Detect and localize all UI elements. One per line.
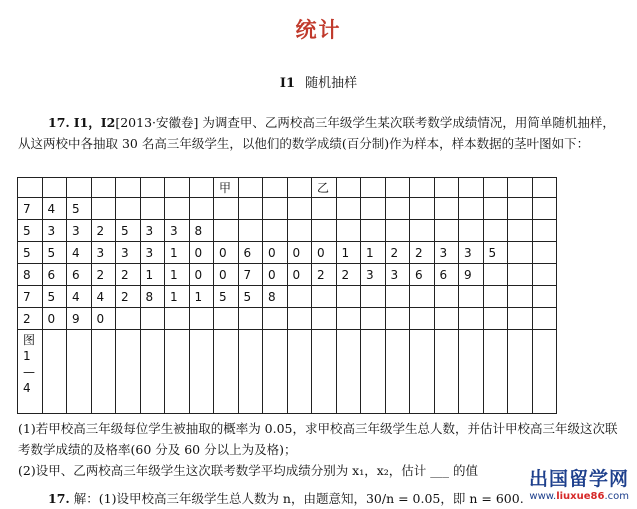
table-cell: 4 (91, 286, 116, 308)
table-cell (532, 286, 557, 308)
table-cell (336, 178, 361, 198)
table-cell: 0 (263, 242, 288, 264)
table-cell (336, 308, 361, 330)
table-cell: 1 (165, 264, 190, 286)
table-cell (532, 220, 557, 242)
table-cell: 2 (116, 286, 141, 308)
table-cell (483, 286, 508, 308)
table-cell: 8 (189, 220, 214, 242)
table-cell (459, 308, 484, 330)
table-cell (410, 308, 435, 330)
table-cell: 1 (165, 286, 190, 308)
section-code: I1 (279, 76, 296, 91)
figure-label-row (18, 330, 557, 414)
figure-label: 图 1 — 4 (18, 330, 43, 414)
table-cell (189, 330, 214, 414)
table-cell (91, 330, 116, 414)
table-row (18, 264, 557, 286)
table-cell: 5 (18, 242, 43, 264)
table-cell: 6 (238, 242, 263, 264)
table-cell (385, 220, 410, 242)
table-cell: 3 (42, 220, 67, 242)
table-cell (459, 286, 484, 308)
table-cell (189, 178, 214, 198)
table-cell (532, 308, 557, 330)
table-cell (508, 242, 533, 264)
table-cell: 5 (67, 198, 92, 220)
table-cell (508, 198, 533, 220)
table-cell: 9 (67, 308, 92, 330)
table-cell (140, 330, 165, 414)
table-cell (336, 220, 361, 242)
table-cell (140, 178, 165, 198)
table-cell (434, 198, 459, 220)
table-cell (361, 198, 386, 220)
table-cell (18, 178, 43, 198)
table-cell (312, 308, 337, 330)
table-cell: 6 (434, 264, 459, 286)
table-cell: 6 (42, 264, 67, 286)
table-row (18, 220, 557, 242)
table-cell (410, 178, 435, 198)
table-cell (459, 178, 484, 198)
table-cell (165, 178, 190, 198)
table-cell: 5 (214, 286, 239, 308)
table-cell (238, 220, 263, 242)
table-cell: 0 (287, 242, 312, 264)
table-cell (459, 198, 484, 220)
table-cell (434, 178, 459, 198)
table-cell (238, 330, 263, 414)
table-cell (165, 198, 190, 220)
table-cell (312, 220, 337, 242)
table-cell (336, 286, 361, 308)
table-cell (189, 198, 214, 220)
table-cell: 0 (189, 242, 214, 264)
table-cell: 0 (91, 308, 116, 330)
table-cell (361, 178, 386, 198)
table-cell (263, 198, 288, 220)
table-cell (508, 264, 533, 286)
table-cell (312, 286, 337, 308)
table-cell: 5 (238, 286, 263, 308)
problem-number: 17. (48, 115, 70, 130)
table-cell: 9 (459, 264, 484, 286)
table-cell (214, 330, 239, 414)
table-cell (483, 264, 508, 286)
table-cell (434, 330, 459, 414)
table-cell (263, 308, 288, 330)
table-cell: 1 (189, 286, 214, 308)
problem-source: [2013·安徽卷] (115, 115, 199, 130)
table-cell (287, 286, 312, 308)
table-cell: 0 (263, 264, 288, 286)
watermark-url (529, 491, 629, 502)
table-cell (483, 198, 508, 220)
table-cell (483, 220, 508, 242)
table-cell (67, 178, 92, 198)
table-cell: 4 (42, 198, 67, 220)
table-cell (532, 242, 557, 264)
solution-number: 17. (48, 491, 70, 506)
table-cell: 6 (410, 264, 435, 286)
table-cell (287, 198, 312, 220)
table-cell (483, 330, 508, 414)
table-cell (214, 220, 239, 242)
table-cell (385, 286, 410, 308)
table-cell (385, 198, 410, 220)
table-cell (263, 220, 288, 242)
table-cell (434, 308, 459, 330)
problem-tags: I1，I2 (73, 115, 116, 130)
table-cell (287, 220, 312, 242)
table-cell: 0 (287, 264, 312, 286)
table-header-row (18, 178, 557, 198)
table-cell (287, 178, 312, 198)
table-cell (434, 220, 459, 242)
table-cell (238, 178, 263, 198)
table-cell: 7 (18, 198, 43, 220)
table-cell (287, 308, 312, 330)
table-cell (42, 330, 67, 414)
table-cell: 2 (116, 264, 141, 286)
table-cell: 7 (18, 286, 43, 308)
table-cell (140, 308, 165, 330)
table-cell: 6 (67, 264, 92, 286)
table-cell (483, 178, 508, 198)
table-cell: 3 (385, 264, 410, 286)
table-cell: 2 (410, 242, 435, 264)
watermark-text: 出国留学网 (528, 468, 629, 490)
section-title: 随机抽样 (305, 76, 358, 91)
table-cell (410, 198, 435, 220)
table-cell: 1 (361, 242, 386, 264)
table-row (18, 242, 557, 264)
table-cell (532, 198, 557, 220)
table-cell (508, 178, 533, 198)
watermark-url-prefix: www. (529, 491, 557, 502)
table-cell: 4 (67, 242, 92, 264)
table-cell: 2 (91, 220, 116, 242)
solution-text: 解：(1)设甲校高三年级学生总人数为 n，由题意知，30/n = 0.05，即 n = 600. (73, 491, 524, 506)
table-cell (336, 198, 361, 220)
table-cell: 1 (165, 242, 190, 264)
table-cell: 5 (483, 242, 508, 264)
page-title: 统计 (295, 17, 342, 42)
table-cell: 0 (214, 242, 239, 264)
table-cell (336, 330, 361, 414)
table-cell (91, 178, 116, 198)
table-cell (385, 308, 410, 330)
table-cell: 5 (116, 220, 141, 242)
table-cell: 0 (312, 242, 337, 264)
table-cell (508, 308, 533, 330)
table-cell (385, 178, 410, 198)
table-cell: 5 (42, 286, 67, 308)
table-cell (42, 178, 67, 198)
table-cell: 7 (238, 264, 263, 286)
table-cell: 2 (336, 264, 361, 286)
table-cell (410, 286, 435, 308)
stem-leaf-table (17, 177, 557, 414)
table-cell: 3 (434, 242, 459, 264)
table-cell: 2 (18, 308, 43, 330)
table-cell (165, 330, 190, 414)
table-cell (214, 198, 239, 220)
table-cell (189, 308, 214, 330)
table-cell (410, 330, 435, 414)
table-cell (385, 330, 410, 414)
table-cell: 2 (385, 242, 410, 264)
problem-text: 为调查甲、乙两校高三年级学生某次联考数学成绩情况，用简单随机抽样，从这两校中各抽取 30 名高三年级学生，以他们的数学成绩(百分制)作为样本，样本数据的茎叶图如下： (18, 115, 615, 151)
table-cell: 3 (67, 220, 92, 242)
table-cell: 3 (165, 220, 190, 242)
table-cell (312, 330, 337, 414)
table-cell: 0 (42, 308, 67, 330)
table-cell (238, 198, 263, 220)
watermark-url-brand: liuxue86 (556, 491, 605, 502)
table-cell (459, 220, 484, 242)
table-cell: 8 (263, 286, 288, 308)
table-cell: 0 (189, 264, 214, 286)
table-cell (508, 220, 533, 242)
table-cell (67, 330, 92, 414)
table-cell (263, 330, 288, 414)
table-cell: 3 (140, 242, 165, 264)
table-cell (312, 198, 337, 220)
question-1: (1)若甲校高三年级每位学生被抽取的概率为 0.05，求甲校高三年级学生总人数，并估计甲校高三年级这次联考数学成绩的及格率(60 分及 60 分以上为及格)； (18, 421, 618, 457)
table-cell (361, 308, 386, 330)
table-cell (434, 286, 459, 308)
table-cell: 0 (214, 264, 239, 286)
table-cell: 5 (42, 242, 67, 264)
table-cell (214, 308, 239, 330)
table-cell (165, 308, 190, 330)
table-cell: 3 (116, 242, 141, 264)
table-cell (532, 264, 557, 286)
table-cell (116, 178, 141, 198)
table-cell (410, 220, 435, 242)
table-cell (459, 330, 484, 414)
table-cell (532, 178, 557, 198)
table-cell (116, 198, 141, 220)
site-watermark (529, 464, 629, 502)
table-cell (140, 198, 165, 220)
table-cell: 5 (18, 220, 43, 242)
table-cell (238, 308, 263, 330)
table-cell (361, 220, 386, 242)
watermark-url-suffix: .com (604, 491, 629, 502)
table-cell: 3 (140, 220, 165, 242)
table-cell (91, 198, 116, 220)
table-cell (361, 330, 386, 414)
table-cell (116, 308, 141, 330)
question-2: (2)设甲、乙两校高三年级学生这次联考数学平均成绩分别为 x₁，x₂，估计 ___ 的值 (18, 463, 478, 478)
section-heading (0, 72, 637, 91)
table-cell (532, 330, 557, 414)
table-cell: 3 (459, 242, 484, 264)
table-cell: 4 (67, 286, 92, 308)
table-cell (508, 330, 533, 414)
table-cell (287, 330, 312, 414)
table-cell: 1 (336, 242, 361, 264)
table-cell (483, 308, 508, 330)
table-row (18, 286, 557, 308)
table-cell: 3 (91, 242, 116, 264)
table-cell (508, 286, 533, 308)
table-cell: 甲 (214, 178, 239, 198)
table-cell: 8 (140, 286, 165, 308)
table-row (18, 198, 557, 220)
table-cell: 3 (361, 264, 386, 286)
table-cell: 乙 (312, 178, 337, 198)
table-cell: 8 (18, 264, 43, 286)
table-cell (116, 330, 141, 414)
table-row (18, 308, 557, 330)
table-cell: 2 (91, 264, 116, 286)
table-cell (361, 286, 386, 308)
table-cell (263, 178, 288, 198)
table-cell: 1 (140, 264, 165, 286)
table-cell: 2 (312, 264, 337, 286)
problem-statement (18, 112, 622, 154)
